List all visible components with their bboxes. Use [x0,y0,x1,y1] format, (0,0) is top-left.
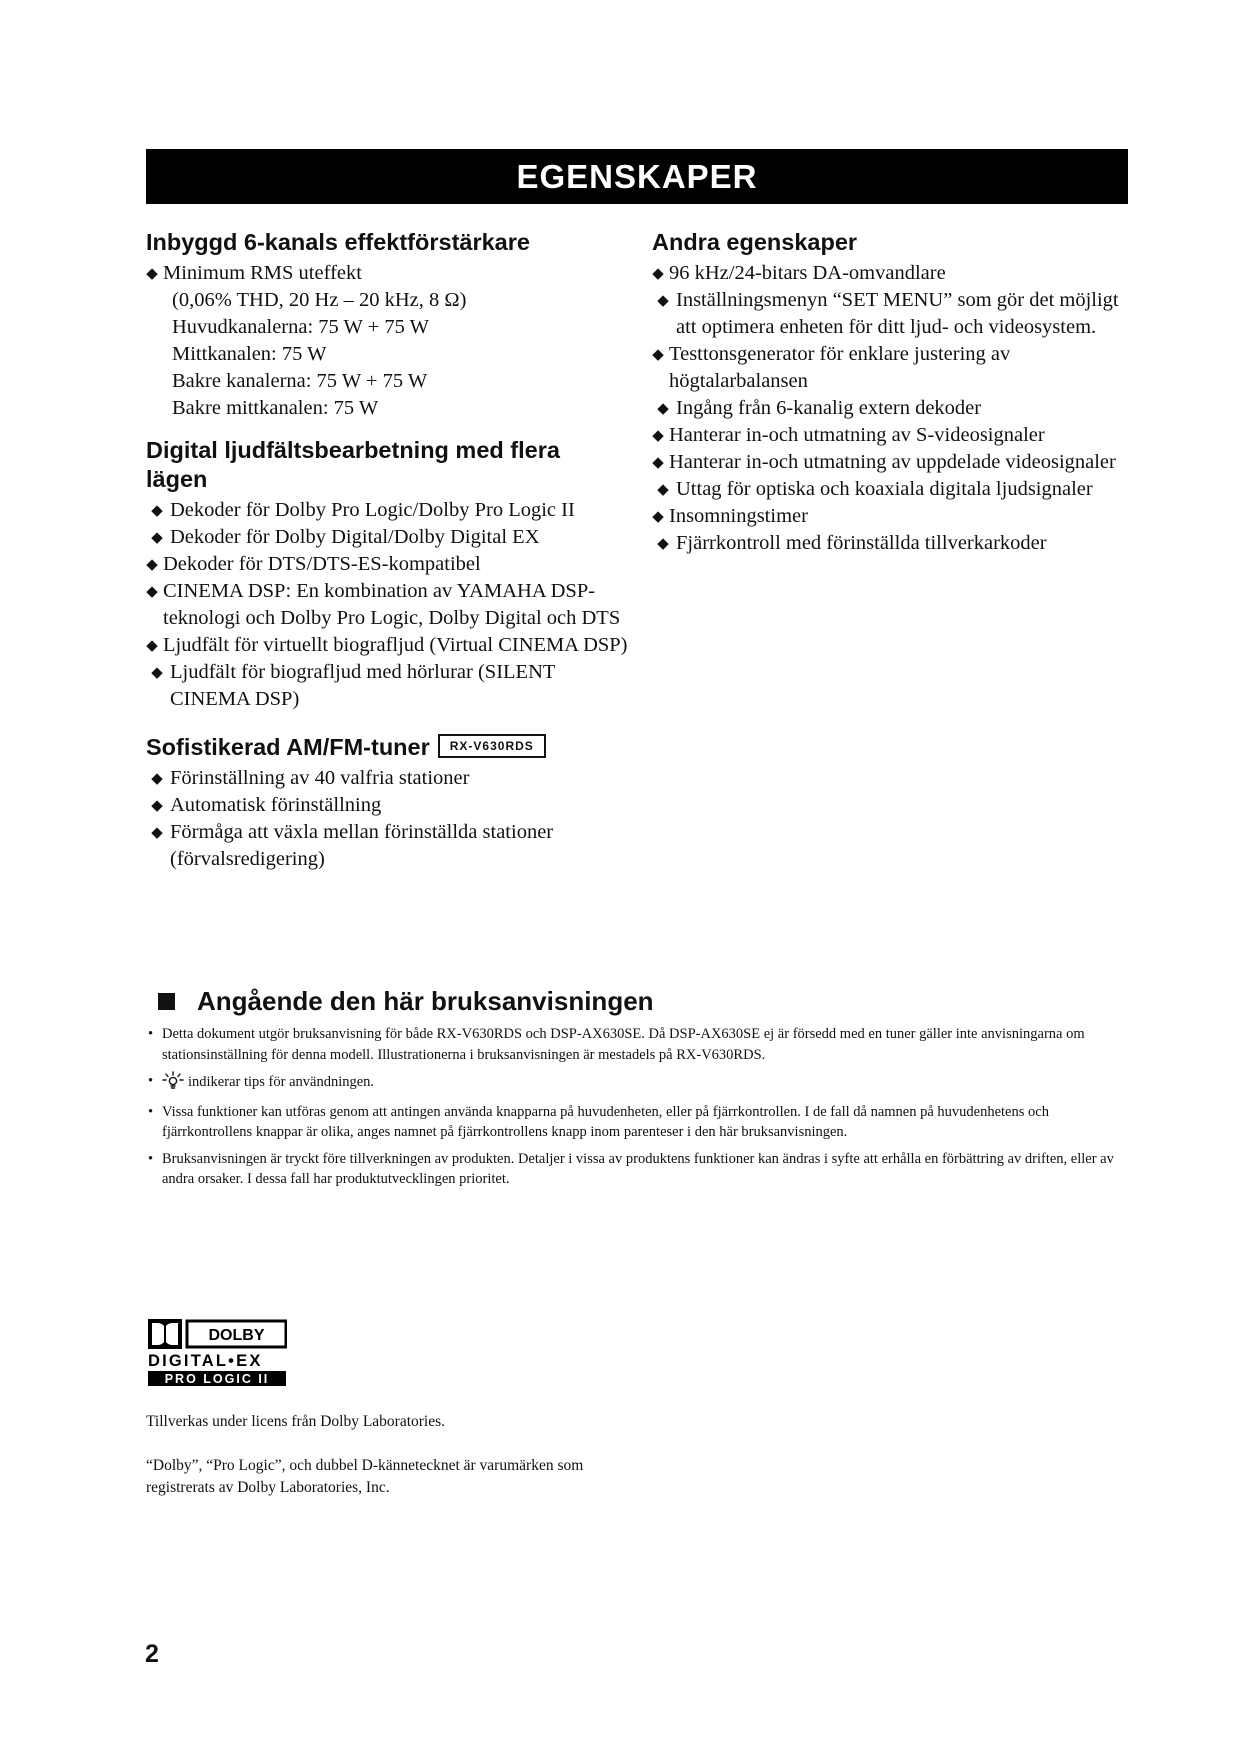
spec-line: Bakre kanalerna: 75 W + 75 W [172,370,428,392]
section-heading [146,436,636,494]
feature-item [652,476,1122,503]
feature-item [146,524,636,551]
section-heading-line: Digital ljudfältsbearbetning med flera [146,437,560,463]
spec-line: Mittkanalen: 75 W [172,343,327,365]
about-text: indikerar tips för användningen. [188,1074,375,1090]
diamond-bullet-icon: ◆ [151,528,163,546]
feature-text: Dekoder för DTS/DTS-ES-kompatibel [163,553,481,575]
feature-item [146,632,636,659]
about-manual-section [146,985,1128,1196]
dolby-logo-word: DOLBY [208,1327,265,1344]
about-bullet [146,1024,1128,1065]
about-heading [146,985,1128,1017]
diamond-bullet-icon: ◆ [652,264,664,282]
feature-item [146,497,636,524]
section-heading-text: Sofistikerad AM/FM-tuner [146,734,430,760]
section-heading: Inbyggd 6-kanals effektförstärkare [146,229,530,255]
diamond-bullet-icon: ◆ [652,507,664,525]
license-note: Tillverkas under licens från Dolby Laboratories. [146,1413,446,1430]
dot-bullet-icon: • [148,1150,154,1167]
diamond-bullet-icon: ◆ [151,663,163,681]
right-column [652,228,1122,571]
feature-text: Ingång från 6-kanalig extern dekoder [676,397,982,419]
dolby-logo-digital-ex: DIGITAL•EX [148,1352,263,1370]
model-badge: RX-V630RDS [438,734,546,758]
about-bullet [146,1102,1128,1143]
diamond-bullet-icon: ◆ [657,480,669,498]
feature-item [652,395,1122,422]
about-text: Bruksanvisningen är tryckt före tillverkningen av produkten. Detaljer i vissa av produktens funktioner kan ändras i syfte att erhålla en förbättring av driften, eller av andra orsaker. I dessa fall har produktutvecklingen prioritet. [162,1150,1114,1187]
feature-text: Dekoder för Dolby Digital/Dolby Digital EX [170,526,540,548]
diamond-bullet-icon: ◆ [146,636,158,654]
diamond-bullet-icon: ◆ [151,823,163,841]
spec-line: Bakre mittkanalen: 75 W [172,397,379,419]
feature-text: Uttag för optiska och koaxiala digitala ljudsignaler [676,478,1093,500]
feature-text: Automatisk förinställning [170,794,382,816]
dot-bullet-icon: • [148,1103,154,1120]
feature-text: Hanterar in-och utmatning av uppdelade videosignaler [669,451,1116,473]
left-column [146,228,636,887]
feature-text: Testtonsgenerator för enklare justering av högtalarbalansen [669,343,1011,392]
feature-item [652,260,1122,287]
feature-text: Insomningstimer [669,505,808,527]
feature-item [146,819,636,873]
page-number: 2 [145,1640,159,1668]
about-bullet [146,1071,1128,1096]
page-title: EGENSKAPER [516,157,758,195]
tip-lightbulb-icon [162,1071,184,1096]
diamond-bullet-icon: ◆ [652,345,664,363]
section-heading-line: lägen [146,466,208,492]
diamond-bullet-icon: ◆ [652,426,664,444]
feature-text: Förmåga att växla mellan förinställda stationer (förvalsredigering) [170,821,554,870]
feature-text: Minimum RMS uteffekt [163,262,362,284]
feature-text: Inställningsmenyn “SET MENU” som gör det möjligt att optimera enheten för ditt ljud- och videosystem. [676,289,1119,338]
feature-item [652,503,1122,530]
dot-bullet-icon: • [148,1073,154,1089]
diamond-bullet-icon: ◆ [657,291,669,309]
spec-line: (0,06% THD, 20 Hz – 20 kHz, 8 Ω) [172,289,467,311]
about-heading-text: Angående den här bruksanvisningen [197,986,654,1016]
dolby-digital-ex-logo [147,1318,287,1391]
about-bullet [146,1149,1128,1190]
diamond-bullet-icon: ◆ [146,555,158,573]
diamond-bullet-icon: ◆ [652,453,664,471]
feature-item [652,530,1122,557]
section-heading: Andra egenskaper [652,229,858,255]
dolby-logo-pro-logic: PRO LOGIC II [164,1372,270,1386]
feature-text: Ljudfält för virtuellt biografljud (Virtual CINEMA DSP) [163,634,628,656]
double-d-icon [148,1319,182,1349]
feature-item [146,765,636,792]
feature-item [146,578,636,632]
square-bullet-icon [158,993,175,1010]
spec-line: Huvudkanalerna: 75 W + 75 W [172,316,429,338]
feature-item [652,422,1122,449]
feature-item [146,551,636,578]
dot-bullet-icon: • [148,1026,154,1042]
feature-item [652,449,1122,476]
diamond-bullet-icon: ◆ [146,264,158,282]
trademark-note: “Dolby”, “Pro Logic”, och dubbel D-kännetecknet är varumärken som registrerats av Dolby Laboratories, Inc. [146,1457,584,1496]
section-dsp [146,436,636,713]
diamond-bullet-icon: ◆ [151,769,163,787]
feature-text: Fjärrkontroll med förinställda tillverkarkoder [676,532,1047,554]
diamond-bullet-icon: ◆ [657,534,669,552]
section-other-features [652,228,1122,557]
section-amplifier [146,228,636,422]
diamond-bullet-icon: ◆ [151,501,163,519]
section-heading [146,733,636,762]
feature-text: Dekoder för Dolby Pro Logic/Dolby Pro Logic II [170,499,575,521]
feature-text: 96 kHz/24-bitars DA-omvandlare [669,262,946,284]
feature-item [146,792,636,819]
diamond-bullet-icon: ◆ [146,582,158,600]
about-text: Vissa funktioner kan utföras genom att antingen använda knapparna på huvudenheten, eller på fjärrkontrollen. I de fall då namnen på huvudenhetens och fjärrkontrollens knappar är olika, anges namnet på fjärrkontrollens knapp inom parenteser i den här bruksanvisningen. [162,1103,1049,1140]
feature-text: Förinställning av 40 valfria stationer [170,767,470,789]
diamond-bullet-icon: ◆ [657,399,669,417]
section-tuner [146,733,636,873]
feature-item [652,341,1122,395]
feature-item [146,659,636,713]
feature-text: Ljudfält för biografljud med hörlurar (SILENT CINEMA DSP) [170,661,556,710]
feature-text: Hanterar in-och utmatning av S-videosignaler [669,424,1045,446]
diamond-bullet-icon: ◆ [151,796,163,814]
page-title-banner [146,149,1128,204]
feature-item [652,287,1122,341]
about-text: Detta dokument utgör bruksanvisning för både RX-V630RDS och DSP-AX630SE. Då DSP-AX630SE ej är försedd med en tuner gäller inte anvisningarna om stationsinställning för denna modell. Illustrationerna i bruksanvisningen är mestadels på RX-V630RDS. [162,1026,1085,1063]
feature-text: CINEMA DSP: En kombination av YAMAHA DSP-teknologi och Dolby Pro Logic, Dolby Digital och DTS [163,580,621,629]
dolby-logo-graphic [147,1318,287,1386]
feature-item [146,260,636,287]
